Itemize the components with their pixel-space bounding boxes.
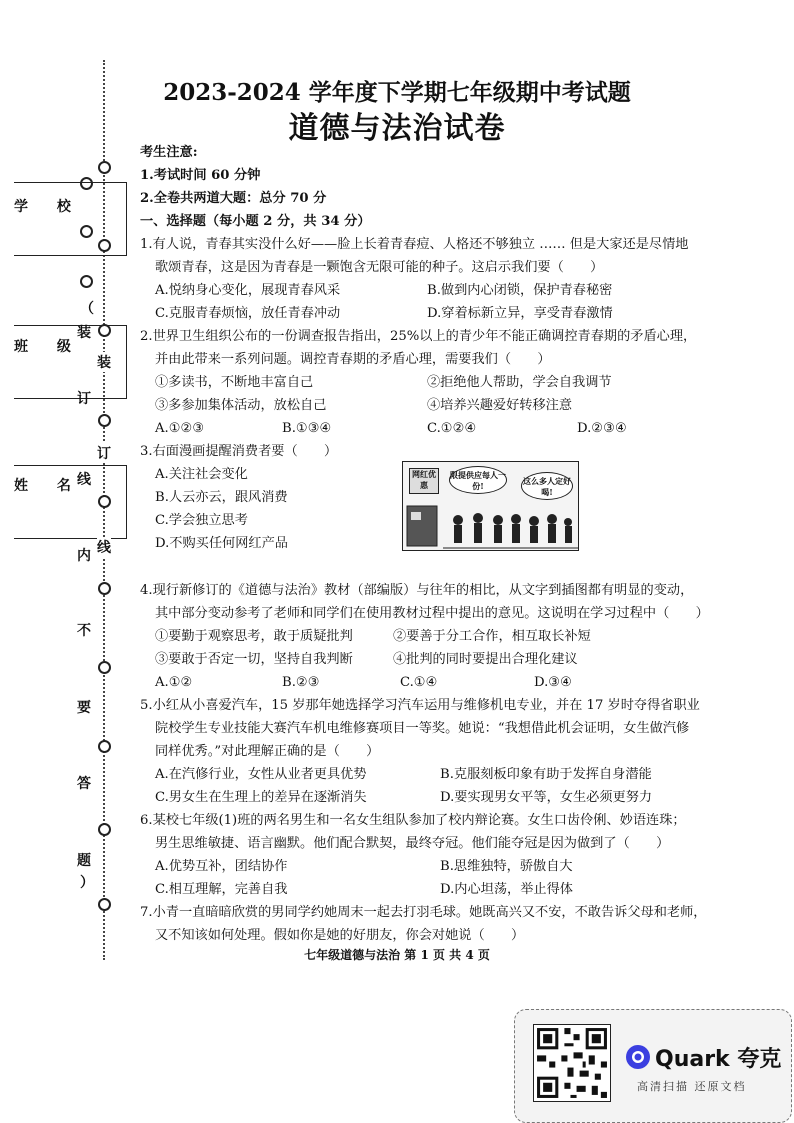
margin-char: 订 [77,391,91,407]
binding-hole [98,582,111,595]
section-heading: 一、选择题（每小题 2 分，共 34 分） [140,214,371,229]
option: D.内心坦荡，举止得体 [440,882,573,897]
comic-speech-bubble: 这么多人定好喝! [521,472,573,500]
margin-char: 线 [97,537,111,557]
question-text: 歌颂青春，这是因为青春是一颗饱含无限可能的种子。这启示我们要（ ） [155,260,604,275]
exam-title: 2023-2024 学年度下学期七年级期中考试题 [163,79,631,106]
option: C.①④ [400,675,438,690]
option: C.男女生在生理上的差异在逐渐消失 [155,790,367,805]
statement: ①多读书，不断地丰富自己 [155,375,314,390]
option: A.①② [155,675,193,690]
margin-char: ） [80,875,94,891]
school-label: 学 校 [14,199,83,215]
margin-char: 装 [77,325,91,341]
option: B.思维独特，骄傲自大 [440,859,573,874]
name-label: 姓 名 [14,478,83,494]
option: D.②③④ [577,421,627,436]
question-text: 3.右面漫画提醒消费者要（ ） [140,444,338,459]
option: D.穿着标新立异，享受青春激情 [427,306,613,321]
binding-hole [98,161,111,174]
option: A.悦纳身心变化，展现青春风采 [155,283,341,298]
option: A.在汽修行业，女性从业者更具优势 [155,767,367,782]
statement: ④批判的同时要提出合理化建议 [393,652,578,667]
option: B.①③④ [282,421,332,436]
qr-code-icon [533,1024,611,1102]
question-text: 又不知该如何处理。假如你是她的好朋友，你会对她说（ ） [155,928,525,943]
question-text: 男生思维敏捷、语言幽默。他们配合默契，最终夺冠。他们能夺冠是因为做到了（ ） [155,836,670,851]
binding-hole [98,661,111,674]
quark-logo-icon [625,1044,651,1070]
question-text: 1.有人说，青春其实没什么好——脸上长着青春痘、人格还不够独立 …… 但是大家还是尽情地 [140,237,689,252]
option: B.人云亦云，跟风消费 [155,490,288,505]
notice-item: 1.考试时间 60 分钟 [140,168,261,183]
question-text: 院校学生专业技能大赛汽车机电维修赛项目一等奖。她说：“我想借此机会证明，女生做汽修 [155,721,690,736]
notice-heading: 考生注意: [140,145,198,160]
binding-hole [80,275,93,288]
option: C.学会独立思考 [155,513,248,528]
comic-speech-bubble: 限提供应每人一份! [449,466,507,494]
option: B.②③ [282,675,320,690]
binding-hole [98,414,111,427]
question-text: 4.现行新修订的《道德与法治》教材（部编版）与往年的相比，从文字到插图都有明显的变动， [140,583,694,598]
margin-char: 内 [77,548,91,564]
margin-char: 题 [77,853,91,869]
statement: ①要勤于观察思考，敢于质疑批判 [155,629,353,644]
quark-brand: Quark 夸克 [655,1047,782,1072]
page-footer: 七年级道德与法治 第 1 页 共 4 页 [304,948,490,962]
comic-sign: 网红优惠 [409,468,439,494]
option: B.克服刻板印象有助于发挥自身潜能 [440,767,652,782]
school-box[interactable] [14,182,127,256]
option: A.①②③ [155,421,205,436]
binding-hole [98,740,111,753]
comic-illustration [402,461,579,551]
margin-char: 线 [77,472,91,488]
quark-subtitle: 高清扫描 还原文档 [637,1080,747,1093]
statement: ③多参加集体活动，放松自己 [155,398,327,413]
quark-scanner-badge[interactable] [514,1009,792,1123]
option: A.关注社会变化 [155,467,248,482]
option: B.做到内心闭锁，保护青春秘密 [427,283,613,298]
margin-char: 装 [97,352,111,372]
option: C.相互理解，完善自我 [155,882,288,897]
notice-item: 2.全卷共两道大题：总分 70 分 [140,191,327,206]
crowd-drawing [403,500,578,550]
question-text: 6.某校七年级(1)班的两名男生和一名女生组队参加了校内辩论赛。女生口齿伶俐、妙语连珠； [140,813,686,828]
margin-char: 要 [77,700,91,716]
margin-char: 订 [97,443,111,463]
question-text: 7.小青一直暗暗欣赏的男同学约她周末一起去打羽毛球。她既高兴又不安，不敢告诉父母和老师， [140,905,707,920]
question-text: 5.小红从小喜爱汽车，15 岁那年她选择学习汽车运用与维修机电专业，并在 17 岁时夺得省职业 [140,698,700,713]
question-text: 其中部分变动参考了老师和同学们在使用教材过程中提出的意见。这说明在学习过程中（ ） [155,606,709,621]
margin-char: （ [80,301,94,317]
statement: ③要敢于否定一切，坚持自我判断 [155,652,353,667]
statement: ②要善于分工合作，相互取长补短 [393,629,591,644]
question-text: 同样优秀。”对此理解正确的是（ ） [155,744,380,759]
margin-char: 不 [77,623,91,639]
option: A.优势互补，团结协作 [155,859,288,874]
margin-char: 答 [77,776,91,792]
binding-hole [98,898,111,911]
option: C.①②④ [427,421,477,436]
statement: ④培养兴趣爱好转移注意 [427,398,573,413]
option: D.不购买任何网红产品 [155,536,288,551]
option: D.要实现男女平等，女生必须更努力 [440,790,653,805]
option: D.③④ [534,675,572,690]
statement: ②拒绝他人帮助，学会自我调节 [427,375,612,390]
class-label: 班 级 [14,339,83,355]
question-text: 2.世界卫生组织公布的一份调查报告指出，25%以上的青少年不能正确调控青春期的矛盾心理， [140,329,697,344]
subject-title: 道德与法治试卷 [288,111,506,146]
option: C.克服青春烦恼，放任青春冲动 [155,306,341,321]
question-text: 并由此带来一系列问题。调控青春期的矛盾心理，需要我们（ ） [155,352,551,367]
binding-hole [98,823,111,836]
